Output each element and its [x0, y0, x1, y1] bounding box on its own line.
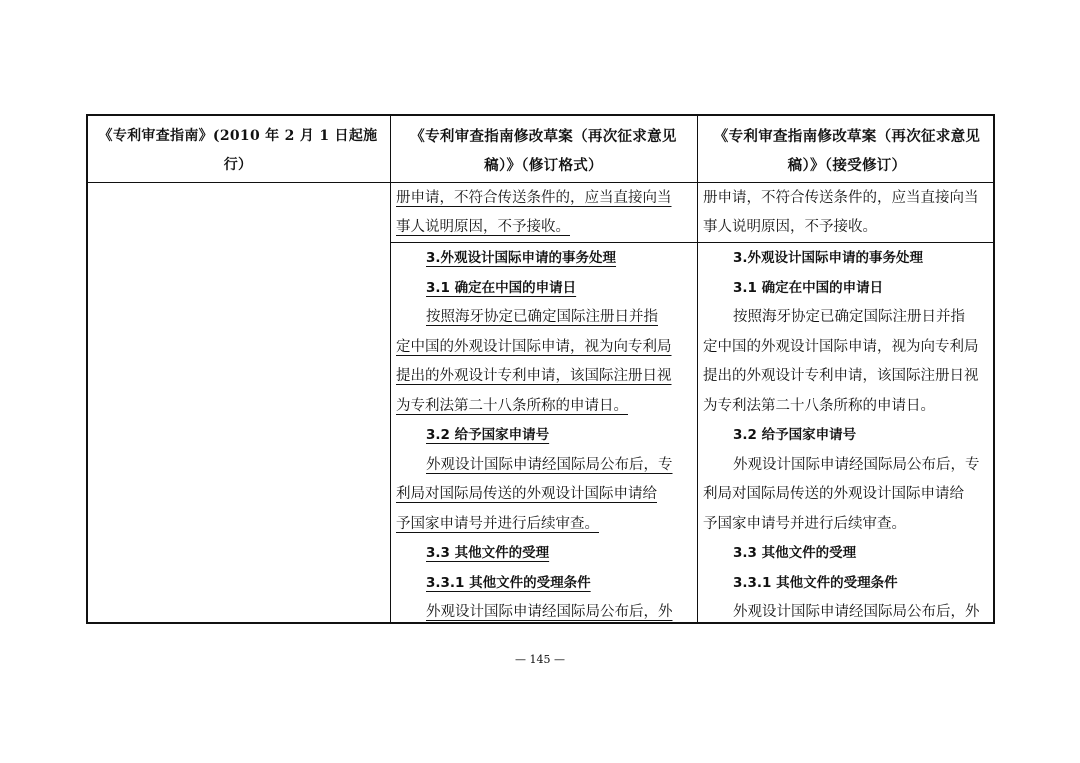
- row2-col2-line: 按照海牙协定已确定国际注册日并指: [426, 309, 658, 325]
- row2-col3-heading: 3.外观设计国际申请的事务处理: [733, 250, 924, 266]
- row2-col3-heading: 3.1 确定在中国的申请日: [733, 280, 884, 296]
- row2-col2-line: 为专利法第二十八条所称的申请日。: [396, 398, 628, 414]
- page-number: — 145 —: [515, 653, 565, 666]
- row2-col2-line: 予国家申请号并进行后续审查。: [396, 516, 599, 532]
- row2-col2-heading: 3.3.1 其他文件的受理条件: [426, 575, 591, 591]
- row2-col2-heading: 3.外观设计国际申请的事务处理: [426, 250, 617, 266]
- header-col2-line1: 《专利审查指南修改草案（再次征求意见: [410, 128, 677, 145]
- header-col3-line1: 《专利审查指南修改草案（再次征求意见: [713, 128, 981, 145]
- header-col2-line2: 稿）》（修订格式）: [484, 157, 603, 174]
- header-divider: [88, 182, 993, 183]
- row2-col3-line: 提出的外观设计专利申请，该国际注册日视: [703, 368, 979, 384]
- row2-col2-line: 利局对国际局传送的外观设计国际申请给: [396, 486, 657, 502]
- row2-col3-heading: 3.3.1 其他文件的受理条件: [733, 575, 898, 591]
- row2-col2-line: 定中国的外观设计国际申请，视为向专利局: [396, 339, 672, 355]
- column-divider-1: [390, 116, 391, 622]
- row2-col3-heading: 3.3 其他文件的受理: [733, 545, 857, 561]
- header-col3: [699, 116, 995, 182]
- header-col1-text: 《专利审查指南》(2010 年 2 月 1 日起施行）: [98, 128, 378, 173]
- header-col3-line2: 稿）》（接受修订）: [787, 157, 907, 174]
- row2-col3-line: 利局对国际局传送的外观设计国际申请给: [703, 486, 964, 502]
- header-col1: [88, 116, 388, 182]
- row2-col3-heading: 3.2 给予国家申请号: [733, 427, 857, 443]
- row1-col3-line: 册申请，不符合传送条件的，应当直接向当: [703, 190, 979, 206]
- row2-col3-line: 按照海牙协定已确定国际注册日并指: [733, 309, 965, 325]
- row1-col2-line: 事人说明原因，不予接收。: [396, 219, 570, 235]
- row2-col2-heading: 3.2 给予国家申请号: [426, 427, 550, 443]
- row1-col3-line: 事人说明原因，不予接收。: [703, 219, 877, 235]
- row2-col3-line: 为专利法第二十八条所称的申请日。: [703, 398, 935, 414]
- row2-col2-heading: 3.1 确定在中国的申请日: [426, 280, 577, 296]
- row2-col2-line: 外观设计国际申请经国际局公布后，外: [426, 604, 673, 620]
- row2-col2-heading: 3.3 其他文件的受理: [426, 545, 550, 561]
- row2-col2-line: 提出的外观设计专利申请，该国际注册日视: [396, 368, 672, 384]
- row2-col3-line: 外观设计国际申请经国际局公布后，专: [733, 457, 980, 473]
- header-col2: [391, 116, 696, 182]
- row2-col3-line: 予国家申请号并进行后续审查。: [703, 516, 906, 532]
- row2-col3-line: 定中国的外观设计国际申请，视为向专利局: [703, 339, 979, 355]
- row2-col3-line: 外观设计国际申请经国际局公布后，外: [733, 604, 980, 620]
- column-divider-2: [697, 116, 698, 622]
- row2-col2-line: 外观设计国际申请经国际局公布后，专: [426, 457, 673, 473]
- comparison-table: [86, 114, 995, 624]
- row1-col2-line: 册申请，不符合传送条件的，应当直接向当: [396, 190, 672, 206]
